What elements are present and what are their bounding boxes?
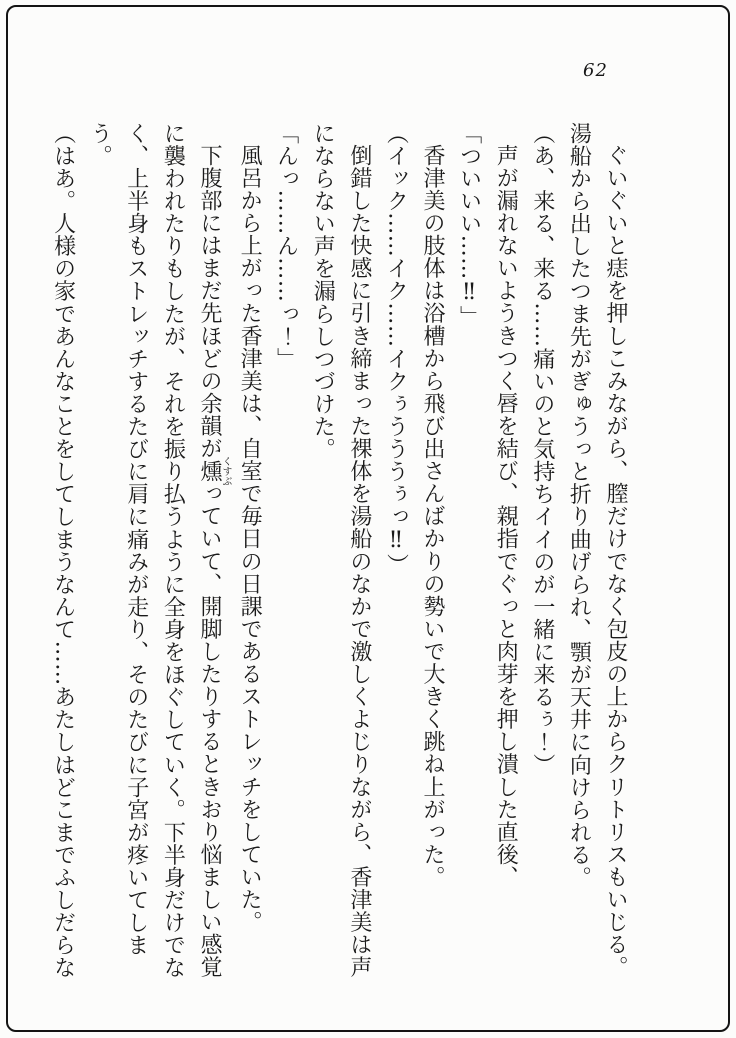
paragraph: 下腹部にはまだ先ほどの余韻が燻くすぶっていて、開脚したりするときおり悩ましい感覚に襲われたりもしたが、それを振り払うように全身をほぐしていく。下半身だけでなく、上半身もストレッチするたびに肩に痛みが走り、そのたびに子宮が疼いてしまう。 — [87, 122, 231, 979]
paragraph: （イック……イク……イクぅうううぅっ‼） — [383, 122, 409, 576]
paragraph: ぐいぐいと痣を押しこみながら、膣だけでなく包皮の上からクリトリスもいじる。湯船から出したつま先がぎゅうっと折り曲げられ、顎が天井に向けられる。 — [566, 122, 628, 979]
furigana: くすぶ — [219, 455, 231, 486]
paragraph: 風呂から上がった香津美は、自室で毎日の日課であるストレッチをしていた。 — [237, 144, 263, 934]
paragraph: （はあ。人様の家であんなことをしてしまうなんて……あたしはどこまでふしだらな — [50, 122, 76, 979]
paragraph: 倒錯した快感に引き締まった裸体を湯船のなかで激しくよじりながら、香津美は声にならない声を漏らしつづけた。 — [310, 122, 372, 979]
paragraph: （あ、来る、来る……痛いのと気持ちイイのが一緒に来るぅ！） — [529, 122, 555, 776]
paragraph: 「んっ……ん……っ！」 — [273, 122, 299, 371]
paragraph: 声が漏れないようきつく唇を結び、親指でぐっと肉芽を押し潰した直後、 — [493, 144, 519, 889]
page-number: 62 — [583, 60, 608, 81]
text-body — [44, 122, 633, 980]
paragraph: 香津美の肢体は浴槽から飛び出さんばかりの勢いで大きく跳ね上がった。 — [420, 144, 446, 889]
paragraph: 「ついいい……‼」 — [456, 122, 482, 328]
ruby-annotated-kanji: 燻くすぶ — [196, 455, 231, 486]
